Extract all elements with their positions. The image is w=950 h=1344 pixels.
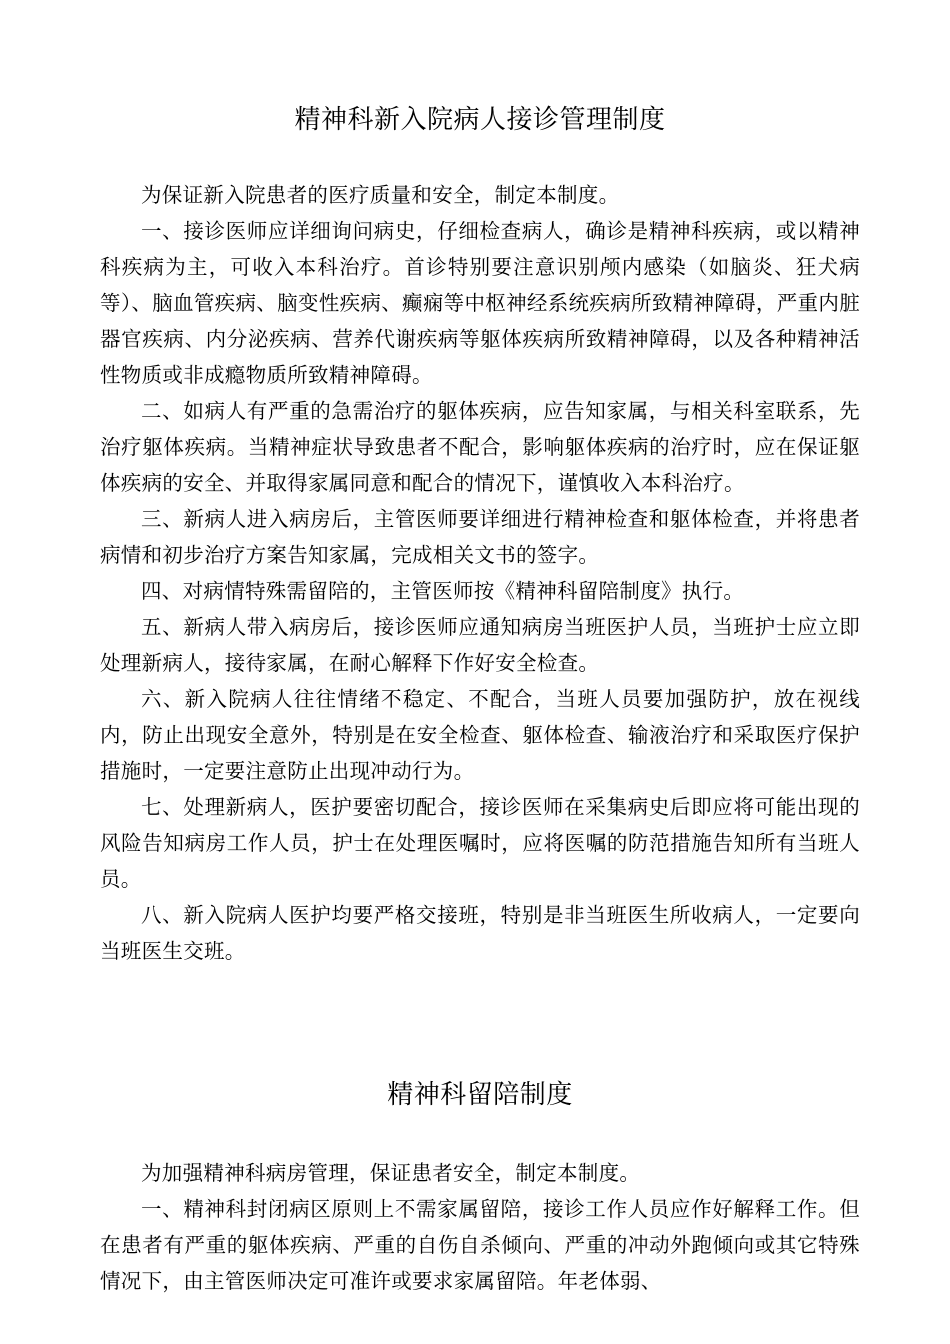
document-page [100, 0, 860, 1344]
section-admission-policy [100, 103, 860, 969]
section-title: 精神科留陪制度 [387, 1080, 573, 1110]
paragraph-item-2: 二、如病人有严重的急需治疗的躯体疾病，应告知家属，与相关科室联系，先治疗躯体疾病。当精神症状导致患者不配合，影响躯体疾病的治疗时，应在保证躯体疾病的安全、并取得家属同意和配合的情况下，谨慎收入本科治疗。 [100, 399, 860, 495]
paragraph-item-4: 四、对病情特殊需留陪的，主管医师按《精神科留陪制度》执行。 [141, 579, 745, 603]
paragraph-intro: 为加强精神科病房管理，保证患者安全，制定本制度。 [141, 1161, 641, 1185]
paragraph-intro: 为保证新入院患者的医疗质量和安全，制定本制度。 [141, 183, 620, 207]
paragraph-item-1: 一、接诊医师应详细询问病史，仔细检查病人，确诊是精神科疾病，或以精神科疾病为主，可收入本科治疗。首诊特别要注意识别颅内感染（如脑炎、狂犬病等）、脑血管疾病、脑变性疾病、癫痫等中枢神经系统疾病所致精神障碍，严重内脏器官疾病、内分泌疾病、营养代谢疾病等躯体疾病所致精神障碍，以及各种精神活性物质或非成瘾物质所致精神障碍。 [100, 219, 860, 387]
paragraph-item-5: 五、新病人带入病房后，接诊医师应通知病房当班医护人员，当班护士应立即处理新病人，接待家属，在耐心解释下作好安全检查。 [100, 615, 860, 675]
section-accompany-policy [100, 1078, 860, 1299]
paragraph-item-1: 一、精神科封闭病区原则上不需家属留陪，接诊工作人员应作好解释工作。但在患者有严重的躯体疾病、严重的自伤自杀倾向、严重的冲动外跑倾向或其它特殊情况下，由主管医师决定可准许或要求家属留陪。年老体弱、 [100, 1197, 860, 1293]
paragraph-item-8: 八、新入院病人医护均要严格交接班，特别是非当班医生所收病人，一定要向当班医生交班。 [100, 903, 860, 963]
section-body [100, 177, 860, 969]
paragraph-item-6: 六、新入院病人往往情绪不稳定、不配合，当班人员要加强防护，放在视线内，防止出现安全意外，特别是在安全检查、躯体检查、输液治疗和采取医疗保护措施时，一定要注意防止出现冲动行为。 [100, 687, 860, 783]
section-body [100, 1155, 860, 1299]
paragraph-item-7: 七、处理新病人，医护要密切配合，接诊医师在采集病史后即应将可能出现的风险告知病房工作人员，护士在处理医嘱时，应将医嘱的防范措施告知所有当班人员。 [100, 795, 860, 891]
section-title: 精神科新入院病人接诊管理制度 [294, 105, 666, 135]
paragraph-item-3: 三、新病人进入病房后，主管医师要详细进行精神检查和躯体检查，并将患者病情和初步治疗方案告知家属，完成相关文书的签字。 [100, 507, 860, 567]
